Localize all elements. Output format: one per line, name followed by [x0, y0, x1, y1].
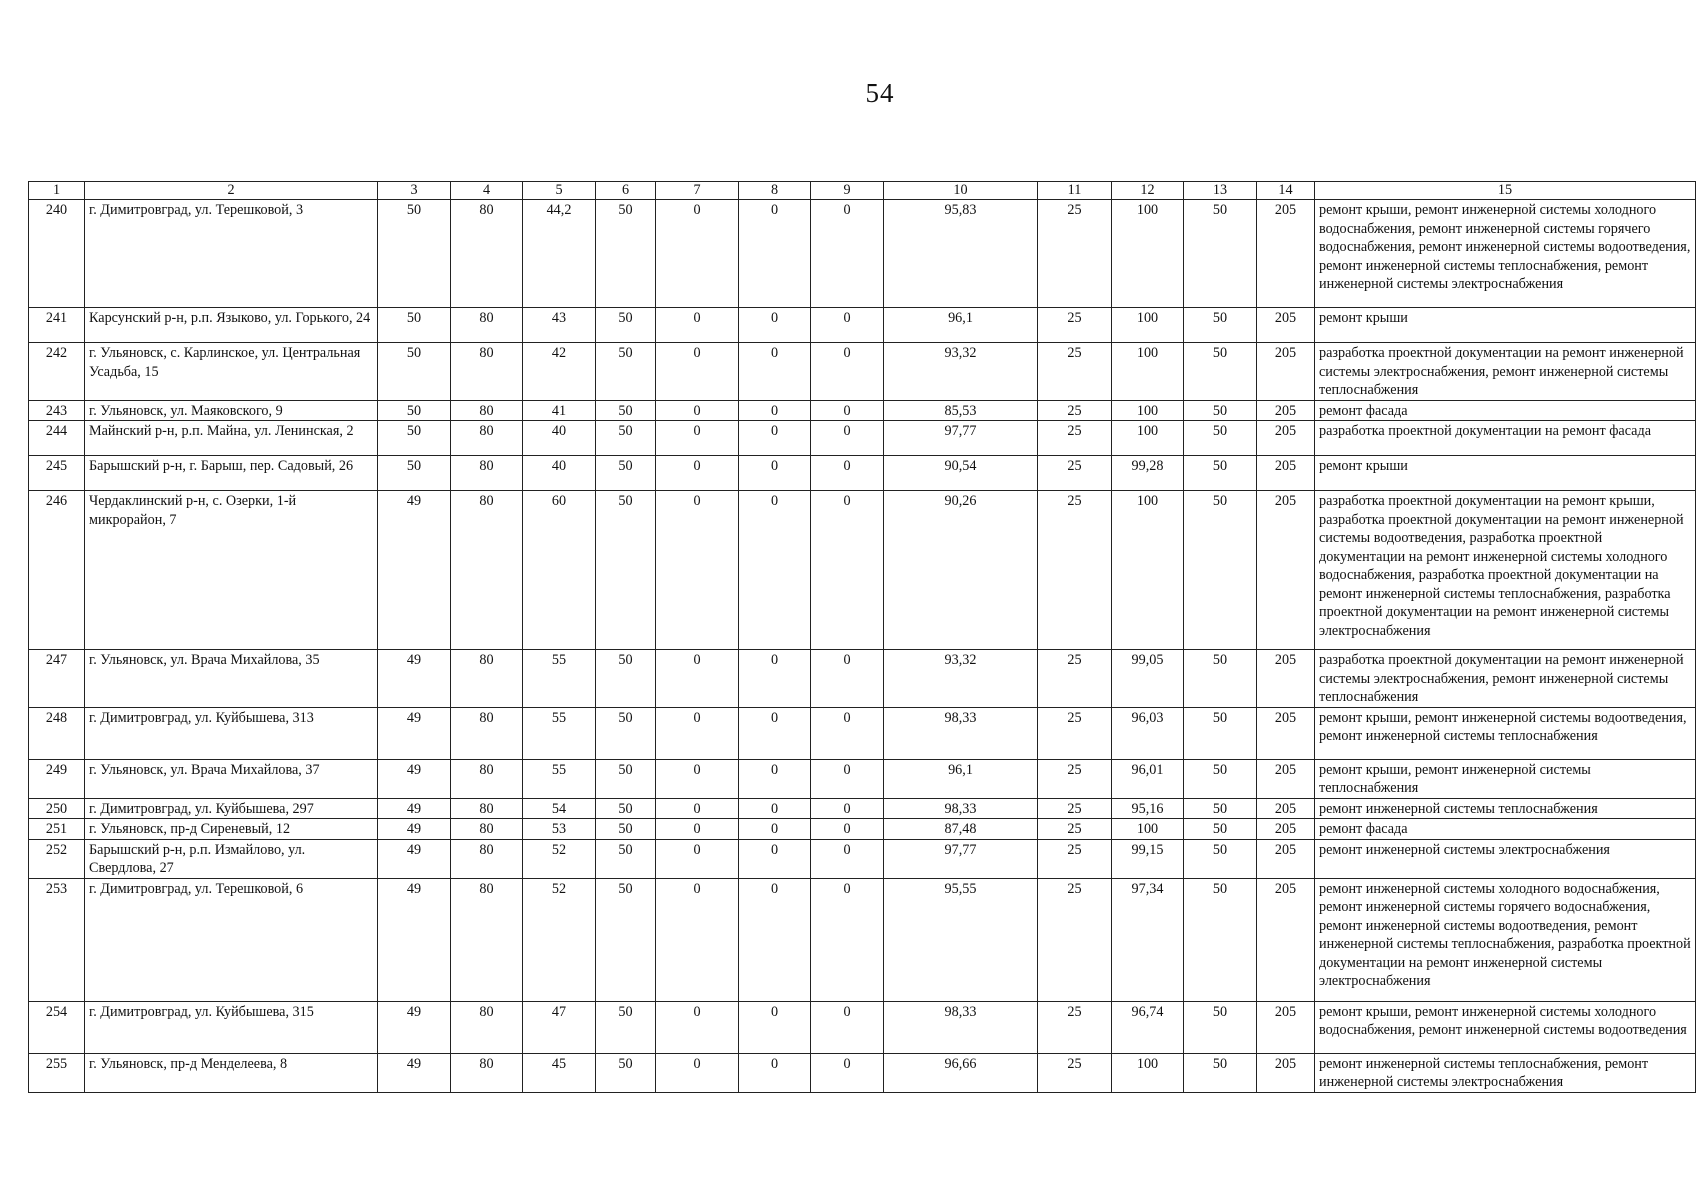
col12-cell: 100	[1112, 200, 1184, 308]
col5-cell: 55	[523, 759, 596, 798]
col11-cell: 25	[1038, 650, 1112, 708]
col6-cell: 50	[596, 819, 656, 840]
table-row	[29, 1053, 1696, 1092]
header-row	[29, 182, 1696, 200]
col12-cell: 100	[1112, 400, 1184, 421]
col4-cell: 80	[451, 650, 523, 708]
col8-cell: 0	[739, 1001, 811, 1053]
work-type-cell: разработка проектной документации на ремонт фасада	[1315, 421, 1696, 456]
col6-cell: 50	[596, 421, 656, 456]
col7-cell: 0	[656, 491, 739, 650]
col5-cell: 55	[523, 707, 596, 759]
table-row	[29, 456, 1696, 491]
col5-cell: 53	[523, 819, 596, 840]
col13-cell: 50	[1184, 1001, 1257, 1053]
work-type-cell: ремонт фасада	[1315, 400, 1696, 421]
col7-cell: 0	[656, 200, 739, 308]
row-number: 241	[29, 308, 85, 343]
col8-cell: 0	[739, 707, 811, 759]
col3-cell: 49	[378, 1001, 451, 1053]
col13-cell: 50	[1184, 421, 1257, 456]
col9-cell: 0	[811, 491, 884, 650]
col11-cell: 25	[1038, 491, 1112, 650]
row-number: 240	[29, 200, 85, 308]
col5-cell: 44,2	[523, 200, 596, 308]
row-number: 242	[29, 343, 85, 401]
table-row	[29, 650, 1696, 708]
col6-cell: 50	[596, 650, 656, 708]
work-type-cell: ремонт крыши, ремонт инженерной системы водоотведения, ремонт инженерной системы теплоснабжения	[1315, 707, 1696, 759]
col5-cell: 42	[523, 343, 596, 401]
col6-cell: 50	[596, 839, 656, 878]
col7-cell: 0	[656, 759, 739, 798]
col10-cell: 98,33	[884, 1001, 1038, 1053]
col8-cell: 0	[739, 491, 811, 650]
address-cell: Чердаклинский р-н, с. Озерки, 1-й микрорайон, 7	[85, 491, 378, 650]
col8-cell: 0	[739, 878, 811, 1001]
col3-cell: 49	[378, 707, 451, 759]
address-cell: г. Димитровград, ул. Терешковой, 3	[85, 200, 378, 308]
row-number: 245	[29, 456, 85, 491]
column-header-13: 13	[1184, 182, 1257, 200]
col7-cell: 0	[656, 839, 739, 878]
work-type-cell: ремонт крыши, ремонт инженерной системы холодного водоснабжения, ремонт инженерной системы горячего водоснабжения, ремонт инженерной системы водоотведения, ремонт инженерной системы теплоснабжения, ремонт инженерной системы электроснабжения	[1315, 200, 1696, 308]
col11-cell: 25	[1038, 400, 1112, 421]
address-cell: г. Димитровград, ул. Куйбышева, 315	[85, 1001, 378, 1053]
col14-cell: 205	[1257, 819, 1315, 840]
col11-cell: 25	[1038, 878, 1112, 1001]
col5-cell: 43	[523, 308, 596, 343]
col8-cell: 0	[739, 819, 811, 840]
col13-cell: 50	[1184, 650, 1257, 708]
col8-cell: 0	[739, 308, 811, 343]
col4-cell: 80	[451, 798, 523, 819]
data-table	[28, 181, 1696, 1093]
col4-cell: 80	[451, 456, 523, 491]
col12-cell: 100	[1112, 421, 1184, 456]
col6-cell: 50	[596, 343, 656, 401]
col11-cell: 25	[1038, 759, 1112, 798]
col5-cell: 40	[523, 421, 596, 456]
col13-cell: 50	[1184, 839, 1257, 878]
col13-cell: 50	[1184, 456, 1257, 491]
work-type-cell: ремонт инженерной системы холодного водоснабжения, ремонт инженерной системы горячего водоснабжения, ремонт инженерной системы водоотведения, ремонт инженерной системы теплоснабжения, разработка проектной документации на ремонт инженерной системы электроснабжения	[1315, 878, 1696, 1001]
col9-cell: 0	[811, 798, 884, 819]
table-row	[29, 839, 1696, 878]
col10-cell: 96,66	[884, 1053, 1038, 1092]
address-cell: Карсунский р-н, р.п. Языково, ул. Горького, 24	[85, 308, 378, 343]
col12-cell: 95,16	[1112, 798, 1184, 819]
col12-cell: 100	[1112, 1053, 1184, 1092]
col4-cell: 80	[451, 819, 523, 840]
col3-cell: 50	[378, 421, 451, 456]
col11-cell: 25	[1038, 798, 1112, 819]
col11-cell: 25	[1038, 839, 1112, 878]
col10-cell: 97,77	[884, 839, 1038, 878]
work-type-cell: разработка проектной документации на ремонт крыши, разработка проектной документации на ремонт инженерной системы водоотведения, разработка проектной документации на ремонт инженерной системы холодного водоснабжения, разработка проектной документации на ремонт инженерной системы теплоснабжения, разработка проектной документации на ремонт инженерной системы электроснабжения	[1315, 491, 1696, 650]
table-row	[29, 400, 1696, 421]
col14-cell: 205	[1257, 1053, 1315, 1092]
col10-cell: 95,55	[884, 878, 1038, 1001]
address-cell: г. Димитровград, ул. Куйбышева, 313	[85, 707, 378, 759]
col5-cell: 54	[523, 798, 596, 819]
column-header-11: 11	[1038, 182, 1112, 200]
col5-cell: 47	[523, 1001, 596, 1053]
col6-cell: 50	[596, 200, 656, 308]
col7-cell: 0	[656, 400, 739, 421]
page-number: 54	[865, 78, 895, 108]
col5-cell: 55	[523, 650, 596, 708]
col13-cell: 50	[1184, 759, 1257, 798]
col3-cell: 49	[378, 839, 451, 878]
column-header-3: 3	[378, 182, 451, 200]
col13-cell: 50	[1184, 491, 1257, 650]
col13-cell: 50	[1184, 343, 1257, 401]
table-row	[29, 759, 1696, 798]
col7-cell: 0	[656, 650, 739, 708]
col14-cell: 205	[1257, 650, 1315, 708]
col13-cell: 50	[1184, 819, 1257, 840]
col11-cell: 25	[1038, 200, 1112, 308]
col9-cell: 0	[811, 1001, 884, 1053]
col12-cell: 96,01	[1112, 759, 1184, 798]
col6-cell: 50	[596, 878, 656, 1001]
col6-cell: 50	[596, 491, 656, 650]
col7-cell: 0	[656, 1053, 739, 1092]
col14-cell: 205	[1257, 839, 1315, 878]
col11-cell: 25	[1038, 308, 1112, 343]
col9-cell: 0	[811, 200, 884, 308]
col12-cell: 100	[1112, 343, 1184, 401]
col14-cell: 205	[1257, 878, 1315, 1001]
col5-cell: 52	[523, 839, 596, 878]
address-cell: г. Ульяновск, ул. Врача Михайлова, 35	[85, 650, 378, 708]
row-number: 250	[29, 798, 85, 819]
address-cell: г. Ульяновск, ул. Маяковского, 9	[85, 400, 378, 421]
col3-cell: 49	[378, 491, 451, 650]
column-header-6: 6	[596, 182, 656, 200]
col7-cell: 0	[656, 798, 739, 819]
col9-cell: 0	[811, 650, 884, 708]
col8-cell: 0	[739, 839, 811, 878]
col13-cell: 50	[1184, 707, 1257, 759]
col3-cell: 50	[378, 200, 451, 308]
col3-cell: 49	[378, 798, 451, 819]
col11-cell: 25	[1038, 456, 1112, 491]
address-cell: Барышский р-н, г. Барыш, пер. Садовый, 26	[85, 456, 378, 491]
col6-cell: 50	[596, 1001, 656, 1053]
address-cell: г. Ульяновск, пр-д Сиреневый, 12	[85, 819, 378, 840]
column-header-4: 4	[451, 182, 523, 200]
col8-cell: 0	[739, 200, 811, 308]
col7-cell: 0	[656, 1001, 739, 1053]
row-number: 246	[29, 491, 85, 650]
row-number: 254	[29, 1001, 85, 1053]
col4-cell: 80	[451, 878, 523, 1001]
col9-cell: 0	[811, 456, 884, 491]
col7-cell: 0	[656, 819, 739, 840]
col8-cell: 0	[739, 798, 811, 819]
col7-cell: 0	[656, 707, 739, 759]
col8-cell: 0	[739, 400, 811, 421]
col4-cell: 80	[451, 1053, 523, 1092]
col14-cell: 205	[1257, 400, 1315, 421]
table-header	[29, 182, 1696, 200]
row-number: 243	[29, 400, 85, 421]
col4-cell: 80	[451, 308, 523, 343]
col6-cell: 50	[596, 707, 656, 759]
work-type-cell: разработка проектной документации на ремонт инженерной системы электроснабжения, ремонт инженерной системы теплоснабжения	[1315, 343, 1696, 401]
col4-cell: 80	[451, 839, 523, 878]
row-number: 255	[29, 1053, 85, 1092]
col14-cell: 205	[1257, 707, 1315, 759]
col6-cell: 50	[596, 759, 656, 798]
table-row	[29, 421, 1696, 456]
col13-cell: 50	[1184, 878, 1257, 1001]
col4-cell: 80	[451, 343, 523, 401]
table-row	[29, 1001, 1696, 1053]
col9-cell: 0	[811, 400, 884, 421]
col14-cell: 205	[1257, 421, 1315, 456]
address-cell: г. Димитровград, ул. Куйбышева, 297	[85, 798, 378, 819]
col9-cell: 0	[811, 878, 884, 1001]
work-type-cell: ремонт инженерной системы электроснабжения	[1315, 839, 1696, 878]
col10-cell: 96,1	[884, 308, 1038, 343]
col10-cell: 98,33	[884, 798, 1038, 819]
col3-cell: 50	[378, 343, 451, 401]
col8-cell: 0	[739, 343, 811, 401]
table-row	[29, 707, 1696, 759]
column-header-5: 5	[523, 182, 596, 200]
col12-cell: 100	[1112, 308, 1184, 343]
col13-cell: 50	[1184, 1053, 1257, 1092]
col3-cell: 50	[378, 400, 451, 421]
col12-cell: 99,15	[1112, 839, 1184, 878]
col8-cell: 0	[739, 759, 811, 798]
col6-cell: 50	[596, 798, 656, 819]
col10-cell: 85,53	[884, 400, 1038, 421]
address-cell: г. Ульяновск, с. Карлинское, ул. Центральная Усадьба, 15	[85, 343, 378, 401]
address-cell: г. Ульяновск, ул. Врача Михайлова, 37	[85, 759, 378, 798]
column-header-9: 9	[811, 182, 884, 200]
col10-cell: 93,32	[884, 650, 1038, 708]
col3-cell: 49	[378, 1053, 451, 1092]
col5-cell: 60	[523, 491, 596, 650]
col14-cell: 205	[1257, 308, 1315, 343]
col3-cell: 50	[378, 456, 451, 491]
col10-cell: 97,77	[884, 421, 1038, 456]
work-type-cell: ремонт крыши, ремонт инженерной системы теплоснабжения	[1315, 759, 1696, 798]
col9-cell: 0	[811, 819, 884, 840]
col13-cell: 50	[1184, 798, 1257, 819]
row-number: 247	[29, 650, 85, 708]
work-type-cell: ремонт фасада	[1315, 819, 1696, 840]
col10-cell: 87,48	[884, 819, 1038, 840]
col12-cell: 99,05	[1112, 650, 1184, 708]
address-cell: Майнский р-н, р.п. Майна, ул. Ленинская, 2	[85, 421, 378, 456]
col11-cell: 25	[1038, 1053, 1112, 1092]
work-type-cell: ремонт крыши	[1315, 456, 1696, 491]
column-header-1: 1	[29, 182, 85, 200]
col10-cell: 93,32	[884, 343, 1038, 401]
row-number: 248	[29, 707, 85, 759]
column-header-14: 14	[1257, 182, 1315, 200]
col3-cell: 49	[378, 878, 451, 1001]
col8-cell: 0	[739, 1053, 811, 1092]
table-row	[29, 343, 1696, 401]
col14-cell: 205	[1257, 798, 1315, 819]
col13-cell: 50	[1184, 200, 1257, 308]
col4-cell: 80	[451, 491, 523, 650]
col4-cell: 80	[451, 200, 523, 308]
address-cell: г. Ульяновск, пр-д Менделеева, 8	[85, 1053, 378, 1092]
col8-cell: 0	[739, 421, 811, 456]
work-type-cell: ремонт крыши, ремонт инженерной системы холодного водоснабжения, ремонт инженерной системы водоотведения	[1315, 1001, 1696, 1053]
col7-cell: 0	[656, 456, 739, 491]
col8-cell: 0	[739, 650, 811, 708]
row-number: 251	[29, 819, 85, 840]
column-header-2: 2	[85, 182, 378, 200]
col11-cell: 25	[1038, 819, 1112, 840]
col10-cell: 98,33	[884, 707, 1038, 759]
col6-cell: 50	[596, 456, 656, 491]
col12-cell: 100	[1112, 491, 1184, 650]
col14-cell: 205	[1257, 456, 1315, 491]
col3-cell: 49	[378, 650, 451, 708]
work-type-cell: ремонт инженерной системы теплоснабжения, ремонт инженерной системы электроснабжения	[1315, 1053, 1696, 1092]
table-row	[29, 798, 1696, 819]
column-header-15: 15	[1315, 182, 1696, 200]
row-number: 244	[29, 421, 85, 456]
col12-cell: 100	[1112, 819, 1184, 840]
table-row	[29, 308, 1696, 343]
work-type-cell: ремонт крыши	[1315, 308, 1696, 343]
col3-cell: 49	[378, 819, 451, 840]
col9-cell: 0	[811, 421, 884, 456]
col8-cell: 0	[739, 456, 811, 491]
col11-cell: 25	[1038, 1001, 1112, 1053]
col9-cell: 0	[811, 759, 884, 798]
col14-cell: 205	[1257, 343, 1315, 401]
table-row	[29, 878, 1696, 1001]
col7-cell: 0	[656, 343, 739, 401]
col6-cell: 50	[596, 400, 656, 421]
column-header-12: 12	[1112, 182, 1184, 200]
work-type-cell: разработка проектной документации на ремонт инженерной системы электроснабжения, ремонт инженерной системы теплоснабжения	[1315, 650, 1696, 708]
col6-cell: 50	[596, 1053, 656, 1092]
col9-cell: 0	[811, 343, 884, 401]
col5-cell: 45	[523, 1053, 596, 1092]
col10-cell: 90,26	[884, 491, 1038, 650]
address-cell: г. Димитровград, ул. Терешковой, 6	[85, 878, 378, 1001]
col3-cell: 49	[378, 759, 451, 798]
col9-cell: 0	[811, 1053, 884, 1092]
col4-cell: 80	[451, 1001, 523, 1053]
col7-cell: 0	[656, 421, 739, 456]
work-type-cell: ремонт инженерной системы теплоснабжения	[1315, 798, 1696, 819]
row-number: 253	[29, 878, 85, 1001]
col5-cell: 52	[523, 878, 596, 1001]
col10-cell: 96,1	[884, 759, 1038, 798]
col4-cell: 80	[451, 421, 523, 456]
table-row	[29, 819, 1696, 840]
col9-cell: 0	[811, 839, 884, 878]
col14-cell: 205	[1257, 1001, 1315, 1053]
col12-cell: 96,03	[1112, 707, 1184, 759]
col11-cell: 25	[1038, 707, 1112, 759]
column-header-7: 7	[656, 182, 739, 200]
col6-cell: 50	[596, 308, 656, 343]
col14-cell: 205	[1257, 200, 1315, 308]
col9-cell: 0	[811, 707, 884, 759]
col7-cell: 0	[656, 878, 739, 1001]
col5-cell: 40	[523, 456, 596, 491]
col3-cell: 50	[378, 308, 451, 343]
col11-cell: 25	[1038, 421, 1112, 456]
col14-cell: 205	[1257, 491, 1315, 650]
table-row	[29, 491, 1696, 650]
col13-cell: 50	[1184, 400, 1257, 421]
col5-cell: 41	[523, 400, 596, 421]
col4-cell: 80	[451, 400, 523, 421]
col7-cell: 0	[656, 308, 739, 343]
column-header-10: 10	[884, 182, 1038, 200]
col12-cell: 96,74	[1112, 1001, 1184, 1053]
column-header-8: 8	[739, 182, 811, 200]
address-cell: Барышский р-н, р.п. Измайлово, ул. Свердлова, 27	[85, 839, 378, 878]
col4-cell: 80	[451, 707, 523, 759]
col11-cell: 25	[1038, 343, 1112, 401]
row-number: 249	[29, 759, 85, 798]
col4-cell: 80	[451, 759, 523, 798]
col14-cell: 205	[1257, 759, 1315, 798]
table-body	[29, 200, 1696, 1093]
row-number: 252	[29, 839, 85, 878]
col10-cell: 95,83	[884, 200, 1038, 308]
col12-cell: 97,34	[1112, 878, 1184, 1001]
table-row	[29, 200, 1696, 308]
col13-cell: 50	[1184, 308, 1257, 343]
col9-cell: 0	[811, 308, 884, 343]
col12-cell: 99,28	[1112, 456, 1184, 491]
col10-cell: 90,54	[884, 456, 1038, 491]
